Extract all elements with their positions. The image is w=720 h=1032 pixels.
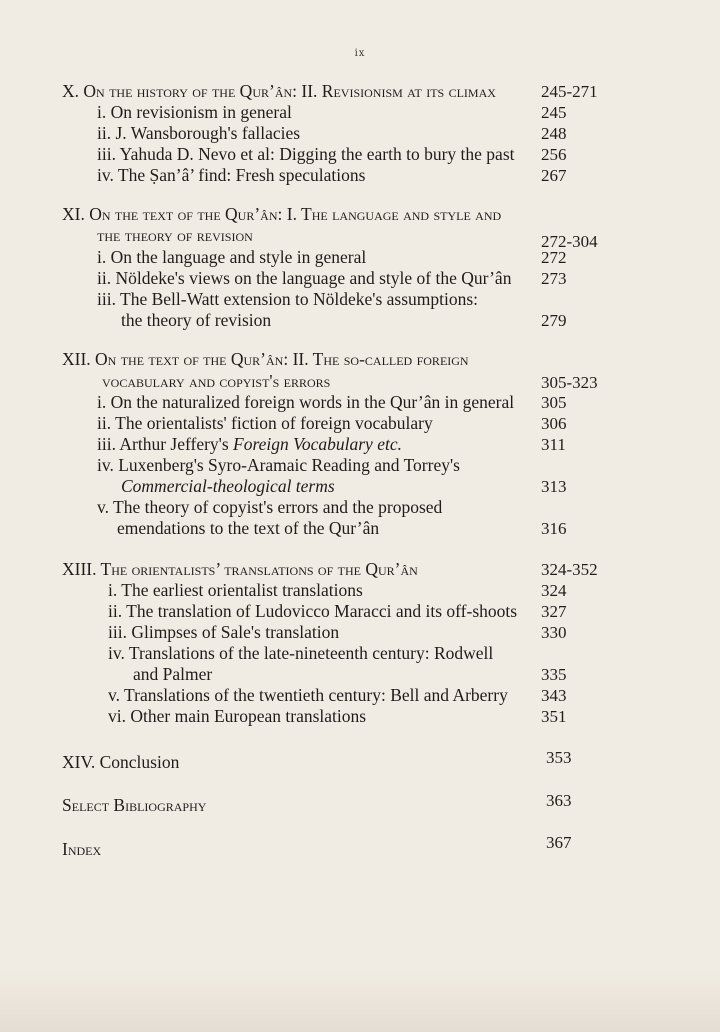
chapter-x-item-3-page: 256 [541, 145, 567, 164]
chapter-xi-item-3-page: 279 [541, 311, 567, 330]
index-page: 367 [546, 833, 572, 852]
chapter-xiii-item-2-page: 327 [541, 602, 567, 621]
chapter-xi-pages: 272-304 [541, 232, 598, 251]
chapter-xii-item-4: iv. Luxenberg's Syro-Aramaic Reading and Torrey's [97, 455, 460, 475]
conclusion-page: 353 [546, 748, 572, 767]
chapter-xii-item-1: i. On the naturalized foreign words in the Qur’ân in general [97, 392, 515, 412]
chapter-xiii-pages: 324-352 [541, 560, 598, 579]
chapter-xii-item-2-page: 306 [541, 414, 567, 433]
chapter-xiii-item-3: iii. Glimpses of Sale's translation [108, 622, 340, 642]
chapter-xii-heading-line2: vocabulary and copyist's errors [102, 371, 331, 391]
chapter-xiii-item-4: iv. Translations of the late-nineteenth century: Rodwell [108, 643, 494, 663]
chapter-xiii-item-6-page: 351 [541, 707, 567, 726]
chapter-x-pages: 245-271 [541, 82, 598, 101]
index-entry: Index [62, 839, 102, 859]
page-number: ix [354, 48, 366, 59]
chapter-xi-item-1: i. On the language and style in general [97, 247, 367, 267]
chapter-x-item-2-page: 248 [541, 124, 567, 143]
chapter-xii-item-5-page: 316 [541, 519, 567, 538]
chapter-x-heading: X. On the history of the Qur’ân: II. Revisionism at its climax [62, 81, 496, 101]
chapter-xii-item-4-line2: Commercial-theological terms [121, 476, 335, 496]
chapter-x-item-2: ii. J. Wansborough's fallacies [97, 123, 301, 143]
chapter-x-item-4-page: 267 [541, 166, 567, 185]
chapter-xii-item-3 [97, 434, 402, 455]
page-shadow [0, 972, 720, 1032]
chapter-xii-pages: 305-323 [541, 373, 598, 392]
chapter-x-item-3: iii. Yahuda D. Nevo et al: Digging the earth to bury the past [97, 144, 515, 164]
chapter-xiii-item-4-page: 335 [541, 665, 567, 684]
chapter-xi-heading-line2: the theory of revision [97, 225, 253, 245]
chapter-xi-item-2: ii. Nöldeke's views on the language and style of the Qur’ân [97, 268, 512, 288]
chapter-xii-item-2: ii. The orientalists' fiction of foreign vocabulary [97, 413, 433, 433]
chapter-xiii-item-2: ii. The translation of Ludovicco Maracci and its off-shoots [108, 601, 518, 621]
chapter-xi-item-3-line2: the theory of revision [121, 310, 272, 330]
chapter-xiii-item-6: vi. Other main European translations [108, 706, 367, 726]
chapter-xiii-item-1-page: 324 [541, 581, 567, 600]
chapter-xii-item-5: v. The theory of copyist's errors and the proposed [97, 497, 443, 517]
chapter-xii-heading: XII. On the text of the Qur’ân: II. The so-called foreign [62, 349, 469, 369]
chapter-xi-item-1-page: 272 [541, 248, 567, 267]
chapter-xiii-item-1: i. The earliest orientalist translations [108, 580, 363, 600]
chapter-xi-item-2-page: 273 [541, 269, 567, 288]
chapter-xiii-item-5-page: 343 [541, 686, 567, 705]
chapter-x-item-4: iv. The Ṣan’â’ find: Fresh speculations [97, 165, 366, 185]
chapter-xiii-item-5: v. Translations of the twentieth century: Bell and Arberry [108, 685, 508, 705]
chapter-xi-heading: XI. On the text of the Qur’ân: I. The language and style and [62, 204, 502, 224]
chapter-xii-item-4-page: 313 [541, 477, 567, 496]
chapter-xiii-item-3-page: 330 [541, 623, 567, 642]
conclusion-entry: XIV. Conclusion [62, 752, 180, 772]
chapter-xii-item-1-page: 305 [541, 393, 567, 412]
chapter-xiii-heading: XIII. The orientalists’ translations of the Qur’ân [62, 559, 418, 579]
chapter-xiii-item-4-line2: and Palmer [133, 664, 213, 684]
bibliography-entry: Select Bibliography [62, 795, 207, 815]
chapter-x-item-1-page: 245 [541, 103, 567, 122]
chapter-xii-item-3-title: Foreign Vocabulary etc. [233, 434, 402, 454]
bibliography-page: 363 [546, 791, 572, 810]
chapter-xi-item-3: iii. The Bell-Watt extension to Nöldeke's assumptions: [97, 289, 479, 309]
chapter-xii-item-3-page: 311 [541, 435, 566, 454]
chapter-x-item-1: i. On revisionism in general [97, 102, 292, 122]
chapter-xii-item-3-prefix: iii. Arthur Jeffery's [97, 434, 234, 454]
chapter-xii-item-5-line2: emendations to the text of the Qur’ân [117, 518, 380, 538]
